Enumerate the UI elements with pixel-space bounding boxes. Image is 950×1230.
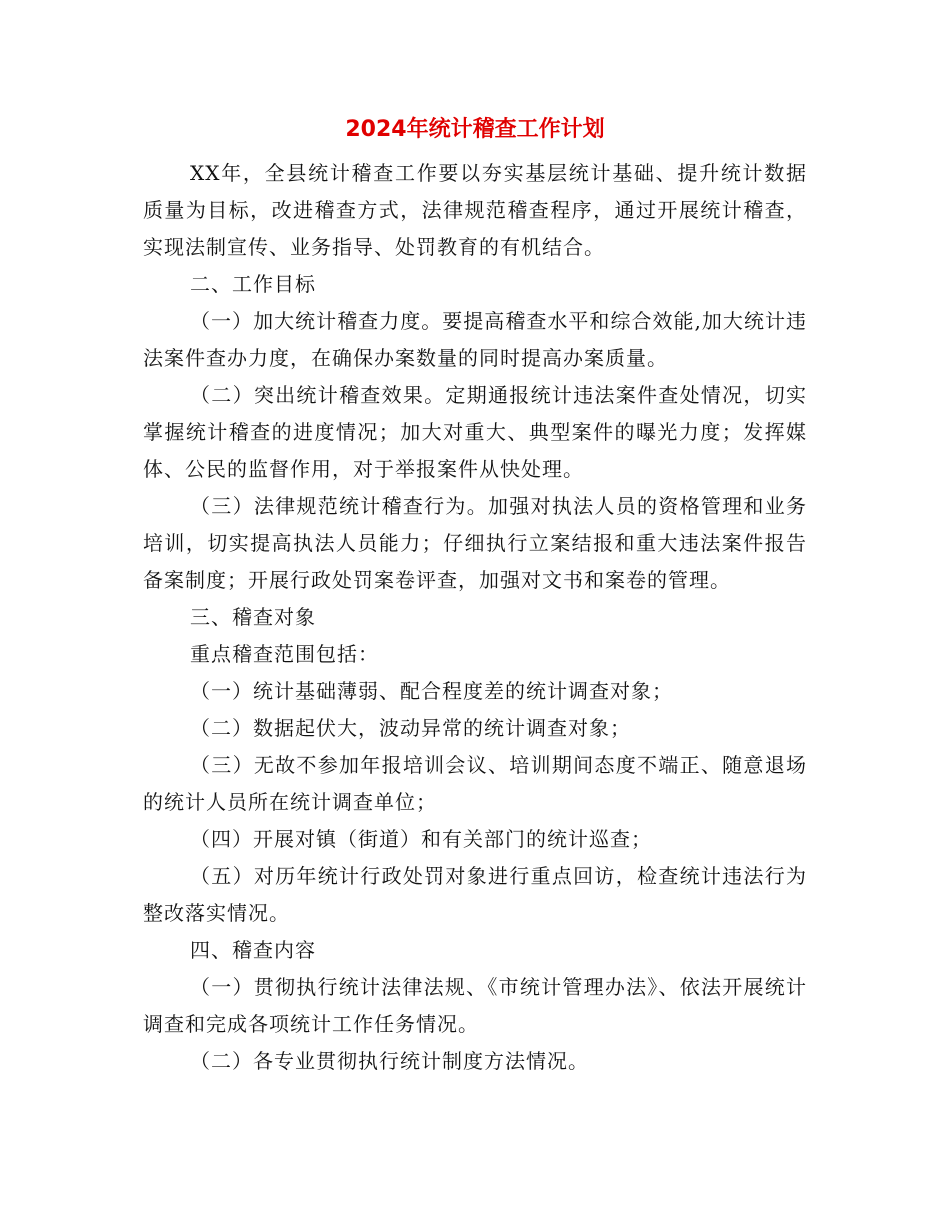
intro-paragraph: XX年，全县统计稽查工作要以夯实基层统计基础、提升统计数据质量为目标，改进稽查方式，法律规范稽查程序，通过开展统计稽查，实现法制宣传、业务指导、处罚教育的有机结合。 bbox=[143, 161, 807, 259]
goal-item-3: （三）法律规范统计稽查行为。加强对执法人员的资格管理和业务培训，切实提高执法人员能力；仔细执行立案结报和重大违法案件报告备案制度；开展行政处罚案卷评查，加强对文书和案卷的管理。 bbox=[143, 494, 807, 592]
section-heading-content: 四、稽查内容 bbox=[190, 938, 316, 962]
content-item-2: （二）各专业贯彻执行统计制度方法情况。 bbox=[190, 1049, 589, 1073]
document-title: 2024年统计稽查工作计划 bbox=[345, 117, 605, 142]
target-item-2: （二）数据起伏大，波动异常的统计调查对象； bbox=[190, 716, 631, 740]
target-item-4: （四）开展对镇（街道）和有关部门的统计巡查； bbox=[190, 827, 652, 851]
section-heading-targets: 三、稽查对象 bbox=[190, 605, 316, 629]
target-item-3: （三）无故不参加年报培训会议、培训期间态度不端正、随意退场的统计人员所在统计调查单位； bbox=[143, 753, 807, 814]
target-item-1: （一）统计基础薄弱、配合程度差的统计调查对象； bbox=[190, 679, 673, 703]
targets-intro: 重点稽查范围包括： bbox=[190, 642, 379, 666]
goal-item-1: （一）加大统计稽查力度。要提高稽查水平和综合效能,加大统计违法案件查办力度，在确保办案数量的同时提高办案质量。 bbox=[143, 309, 807, 370]
content-item-1: （一）贯彻执行统计法律法规、《市统计管理办法》、依法开展统计调查和完成各项统计工作任务情况。 bbox=[143, 975, 807, 1036]
section-heading-goals: 二、工作目标 bbox=[190, 272, 316, 296]
goal-item-2: （二）突出统计稽查效果。定期通报统计违法案件查处情况，切实掌握统计稽查的进度情况；加大对重大、典型案件的曝光力度；发挥媒体、公民的监督作用，对于举报案件从快处理。 bbox=[143, 383, 807, 481]
target-item-5: （五）对历年统计行政处罚对象进行重点回访，检查统计违法行为整改落实情况。 bbox=[143, 864, 807, 925]
document-body bbox=[143, 155, 807, 1080]
